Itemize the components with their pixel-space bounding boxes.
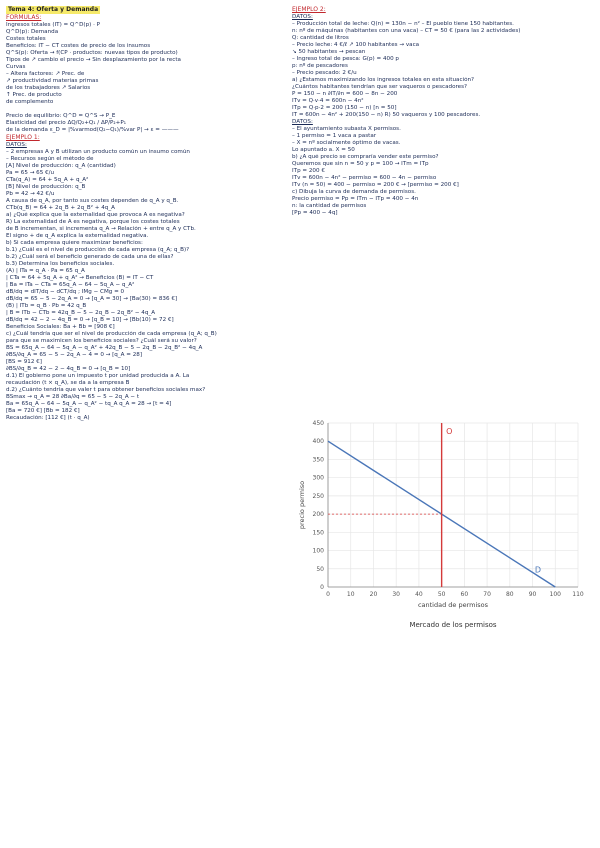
- left-note-line: recaudación (t × q_A), se da a la empresa B: [6, 379, 130, 386]
- y-tick-label: 250: [312, 492, 324, 500]
- right-note-line: ¿Cuántos habitantes tendrían que ser vaqueros o pescadores?: [292, 83, 468, 90]
- left-note-line: Pa = 65 → 65 €/u: [6, 169, 55, 176]
- right-note-line: EJEMPLO 2:: [292, 6, 326, 13]
- chart-title: Mercado de los permisos: [409, 621, 497, 629]
- left-note-line: Q^D(p): Demanda: [6, 28, 59, 35]
- right-note-line: ITv = 600n − 4n² − permiso = 600 − 4n − permiso: [292, 174, 437, 181]
- left-note-line: [Ba = 720 €] [Bb = 182 €]: [6, 407, 80, 414]
- left-note-line: FÓRMULAS:: [6, 13, 42, 21]
- left-note-line: de complemento: [6, 98, 54, 105]
- left-note-line: dB/dq = 65 − 5 − 2q_A = 0 → [q_A = 30] → [Ba(30) = 836 €]: [6, 295, 178, 302]
- x-tick-label: 60: [460, 591, 469, 598]
- left-note-line: ↑ Prec. de producto: [6, 91, 62, 98]
- left-note-line: (B) | ITb = q_B · Pb = 42 q_B: [6, 302, 87, 309]
- right-note-line: IT = 600n − 4n² + 200(150 − n) R) 50 vaqueros y 100 pescadores.: [292, 111, 481, 118]
- series-O-label: O: [446, 426, 453, 436]
- right-note-line: ↘ 50 habitantes → pescan: [292, 48, 366, 55]
- right-note-line: – El ayuntamiento subasta X permisos.: [292, 125, 401, 132]
- left-note-line: Recaudación: [112 €] (t · q_A): [6, 414, 90, 421]
- x-tick-label: 10: [346, 591, 355, 598]
- left-note-line: Ingresos totales (IT) = Q^D(p) · P: [6, 21, 101, 28]
- right-note-line: c) Dibuja la curva de demanda de permisos.: [292, 188, 416, 195]
- y-tick-label: 300: [312, 474, 324, 482]
- permit-market-chart: [296, 413, 592, 635]
- right-note-line: Precio permiso = Pp = ITm − ITp = 400 − 4n: [292, 195, 419, 202]
- x-tick-label: 90: [528, 591, 537, 598]
- left-column: [6, 6, 290, 422]
- right-note-line: Queremos que sin n = 50 y p = 100 → ITm = ITp: [292, 160, 429, 167]
- x-tick-label: 110: [572, 591, 584, 598]
- left-note-line: b.1) ¿Cuál es el nivel de producción de cada empresa (q_A; q_B)?: [6, 246, 190, 253]
- right-note-line: ITv (n = 50) = 400 − permiso = 200 € → [permiso = 200 €]: [292, 181, 459, 188]
- left-note-line: para que se maximicen los beneficios sociales? ¿Cuál será su valor?: [6, 337, 197, 344]
- left-note-line: Ba = 65q_A − 64 − 5q_A − q_A² − tq_A q_A = 28 → [t = 4]: [6, 400, 172, 407]
- left-note-line: [A] Nivel de producción: q_A (cantidad): [6, 162, 116, 169]
- y-tick-label: 350: [312, 456, 324, 464]
- left-note-line: CTb(q_B) = 64 + 2q_B + 2q_B² + 4q_A: [6, 204, 115, 211]
- left-note-line: [BS = 912 €]: [6, 358, 42, 365]
- right-note-line: P = 150 − n ∂IT/∂n = 600 − 8n − 200: [292, 90, 398, 97]
- left-note-line: b.3) Determina los beneficios sociales.: [6, 260, 115, 267]
- x-tick-label: 50: [437, 591, 446, 598]
- right-note-line: a) ¿Estamos maximizando los ingresos totales en esta situación?: [292, 76, 475, 83]
- left-note-line: – 2 empresas A y B utilizan un producto común un insumo común: [6, 148, 190, 155]
- left-note-line: b.2) ¿Cuál será el beneficio generado de cada una de ellas?: [6, 253, 174, 260]
- left-note-line: – Altera factores: ↗ Prec. de: [6, 70, 85, 77]
- series-D-label: D: [534, 565, 541, 575]
- x-axis-title: cantidad de permisos: [417, 601, 489, 609]
- y-tick-label: 100: [312, 547, 324, 555]
- right-note-line: ITv = Q·v·4 = 600n − 4n²: [292, 97, 364, 104]
- y-tick-label: 200: [312, 511, 324, 519]
- right-note-line: – Producción total de leche: Q(n) = 130n − n² – El pueblo tiene 150 habitantes.: [292, 20, 514, 27]
- left-note-line: d.1) El gobierno pone un impuesto t por unidad producida a A. La: [6, 372, 190, 379]
- y-tick-label: 0: [320, 584, 324, 591]
- left-note-line: Beneficios Sociales: Ba + Bb = [908 €]: [6, 323, 115, 330]
- right-note-line: – Precio pescado: 2 €/u: [292, 69, 357, 76]
- left-note-line: de B incrementan, si incrementa q_A → Relación + entre q_A y CTb.: [6, 225, 196, 232]
- right-note-line: [Pp = 400 − 4q]: [292, 209, 338, 216]
- x-tick-label: 30: [392, 591, 401, 598]
- left-note-line: (A) | ITa = q_A · Pa = 65 q_A: [6, 267, 85, 274]
- left-note-line: Elasticidad del precio ΔQ/Q₂+Q₁ / ΔP/P₂+P₁: [6, 119, 126, 126]
- right-note-line: Lo apuntado a. X = 50: [292, 146, 355, 153]
- left-note-line: Tipos de ↗ cambio el precio → Sin desplazamiento por la recta: [6, 56, 181, 63]
- left-note-line: El signo + de q_A explica la externalidad negativa.: [6, 232, 149, 239]
- left-note-line: [6, 106, 290, 113]
- left-note-line: ∂BS/∂q_B = 42 − 2 − 4q_B = 0 → [q_B = 10]: [6, 365, 131, 372]
- right-note-line: – 1 permiso = 1 vaca a pastar: [292, 132, 377, 139]
- x-tick-label: 80: [505, 591, 514, 598]
- x-tick-label: 100: [549, 591, 561, 598]
- x-tick-label: 70: [483, 591, 491, 598]
- left-note-line: – Recursos según el método de: [6, 155, 94, 162]
- left-note-line: | B = ITb − CTb = 42q_B − 5 − 2q_B − 2q_B² − 4q_A: [6, 309, 156, 316]
- left-note-line: a) ¿Qué explica que la externalidad que provoca A es negativa?: [6, 211, 185, 218]
- left-note-line: dB/dq = 42 − 2 − 4q_B = 0 → [q_B = 10] → [Bb(10) = 72 €]: [6, 316, 174, 323]
- right-note-line: DATOS:: [292, 13, 313, 20]
- right-note-line: DATOS:: [292, 118, 313, 125]
- y-axis-title: precio permiso: [298, 480, 306, 530]
- left-note-line: de la demanda ε_D = |%varmod(Q₂−Q₁)/%var P| → ε = ———: [6, 126, 179, 133]
- left-note-line: c) ¿Cuál tendría que ser el nivel de producción de cada empresa (q_A; q_B): [6, 330, 217, 337]
- right-note-line: Q: cantidad de litros: [292, 34, 349, 41]
- right-note-line: – X = nº socialmente óptimo de vacas.: [292, 139, 401, 146]
- left-note-line: Costes totales: [6, 35, 46, 42]
- left-note-line: DATOS:: [6, 141, 27, 148]
- left-note-line: ∂BS/∂q_A = 65 − 5 − 2q_A − 4 = 0 → [q_A = 28]: [6, 351, 143, 358]
- left-note-line: b) Si cada empresa quiere maximizar beneficios:: [6, 239, 143, 246]
- y-tick-label: 50: [316, 565, 324, 573]
- right-note-line: p: nº de pescadores: [292, 62, 348, 69]
- x-tick-label: 20: [369, 591, 378, 598]
- left-note-line: CTa(q_A) = 64 + 5q_A + q_A²: [6, 176, 89, 183]
- left-note-line: Q^S(p): Oferta → f(CP · productos: nuevas tipos de producto): [6, 49, 178, 56]
- left-note-line: Precio de equilibrio: Q^D = Q^S → P_E: [6, 112, 116, 119]
- right-note-line: – Precio leche: 4 €/ℓ ↗ 100 habitantes → vaca: [292, 41, 420, 48]
- left-note-line: [B] Nivel de producción: q_B: [6, 183, 86, 190]
- right-column: [292, 6, 594, 217]
- left-note-line: BSmax → q_A = 28 ∂Ba/∂q = 65 − 5 − 2q_A − t: [6, 393, 140, 400]
- left-note-line: Tema 4: Oferta y Demanda: [8, 6, 99, 13]
- left-note-line: A causa de q_A, por tanto sus costes dependen de q_A y q_B.: [6, 197, 179, 204]
- x-tick-label: 40: [415, 591, 423, 598]
- right-note-line: ITp = 200 €: [292, 167, 325, 174]
- left-note-line: EJEMPLO 1:: [6, 133, 40, 141]
- left-note-line: | Ba = ITa − CTa = 65q_A − 64 − 5q_A − q_A²: [6, 281, 135, 288]
- left-note-line: ↗ productividad materias primas: [6, 77, 99, 84]
- left-note-line: dB/dq = dIT/dq − dCT/dq ; IMg − CMg = 0: [6, 288, 125, 295]
- right-note-line: ITp = Q·p·2 = 200 (150 − n) [n = 50]: [292, 104, 397, 111]
- y-tick-label: 400: [312, 438, 324, 446]
- y-tick-label: 150: [312, 529, 324, 537]
- left-note-line: Beneficios: IT − CT costes de precio de los insumos: [6, 42, 151, 49]
- y-tick-label: 450: [312, 420, 324, 427]
- x-tick-label: 0: [326, 591, 330, 598]
- left-note-line: Pb = 42 → 42 €/u: [6, 190, 55, 197]
- right-note-line: b) ¿A qué precio se compraría vender este permiso?: [292, 153, 439, 160]
- right-note-line: – Ingreso total de pesca: G(p) = 400 p: [292, 55, 399, 62]
- left-note-line: de los trabajadores ↗ Salarios: [6, 84, 91, 91]
- left-note-line: Curvas: [6, 63, 26, 70]
- left-note-line: R) La externalidad de A es negativa, porque los costes totales: [6, 218, 180, 225]
- right-note-line: n: la cantidad de permisos: [292, 202, 367, 209]
- left-note-line: d.2) ¿Cuánto tendría que valer t para obtener beneficios sociales max?: [6, 386, 206, 393]
- right-note-line: n: nº de máquinas (habitantes con una vaca) – CT = 50 € (para las 2 actividades): [292, 27, 521, 34]
- left-note-line: BS = 65q_A − 64 − 5q_A − q_A² + 42q_B − 5 − 2q_B − 2q_B² − 4q_A: [6, 344, 203, 351]
- left-note-line: | CTa = 64 + 5q_A + q_A² → Beneficios (B) = IT − CT: [6, 274, 154, 281]
